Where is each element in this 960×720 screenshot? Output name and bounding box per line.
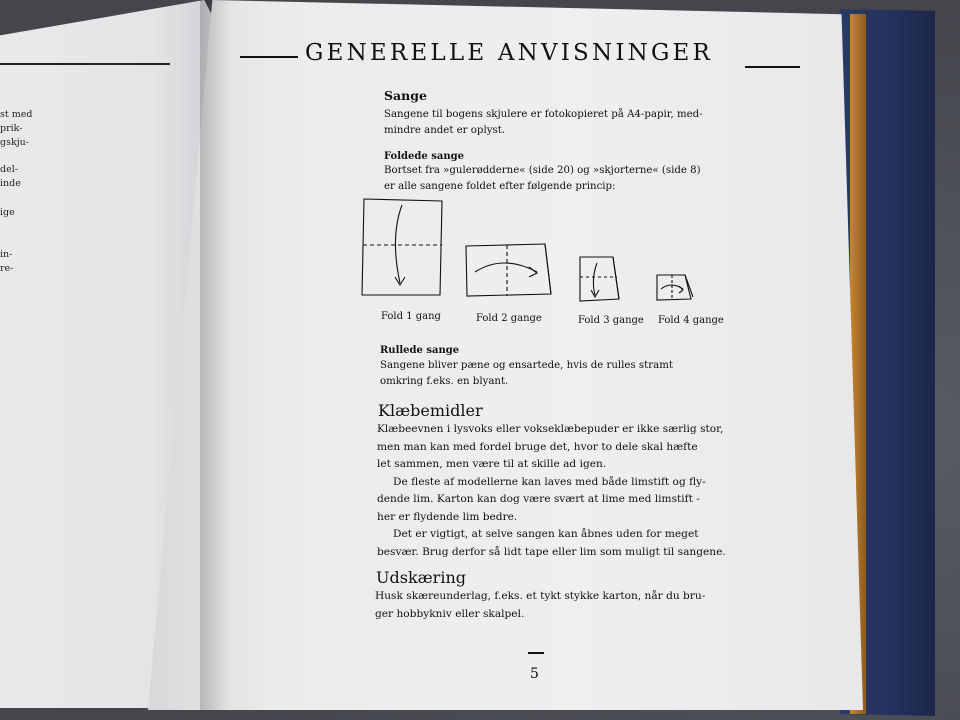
fold-3-diagram [577, 255, 625, 303]
text-line: men man kan med fordel bruge det, hvor to dele skal hæfte [377, 440, 698, 453]
text-line: let sammen, men være til at skille ad igen. [377, 458, 607, 470]
page-title: GENERELLE ANVISNINGER [305, 40, 714, 66]
paragraph-rullede [380, 358, 673, 390]
paragraph-foldede [384, 163, 701, 195]
fold-1-diagram [360, 197, 450, 299]
text-line: Sangene bliver pæne og ensartede, hvis de rulles stramt [380, 360, 673, 371]
text-line: Sangene til bogens skjulere er fotokopieret på A4-papir, med- [384, 109, 703, 120]
page-gutter-shadow [200, 0, 230, 710]
text-line: er alle sangene foldet efter følgende princip: [384, 181, 616, 192]
text-line: Klæbeevnen i lysvoks eller vokseklæbepuder er ikke særlig stor, [377, 423, 724, 435]
text-line: besvær. Brug derfor så lidt tape eller lim som muligt til sangene. [377, 545, 726, 558]
left-fragment: st med [0, 109, 33, 120]
left-fragment: inde [0, 178, 21, 189]
left-fragment: del- [0, 164, 18, 175]
fold-4-caption: Fold 4 gange [658, 315, 724, 326]
left-fragment: prik- [0, 123, 23, 134]
fold-2-caption: Fold 2 gange [476, 313, 542, 324]
left-fragment: re- [0, 263, 14, 274]
fold-4-diagram [655, 273, 699, 303]
text-line: her er flydende lim bedre. [377, 510, 518, 523]
text-line: De fleste af modellerne kan laves med både limstift og fly- [393, 475, 706, 488]
fold-3-caption: Fold 3 gange [578, 315, 644, 326]
paragraph-sange [384, 107, 703, 139]
heading-foldede-sange: Foldede sange [384, 151, 464, 162]
page-number: 5 [530, 666, 539, 682]
left-fragment: ige [0, 207, 15, 218]
text-line: mindre andet er oplyst. [384, 125, 506, 136]
title-rule-left [240, 56, 298, 58]
text-line: Bortset fra »gulerødderne« (side 20) og »skjorterne« (side 8) [384, 165, 701, 176]
title-rule-right [745, 66, 800, 68]
fold-1-caption: Fold 1 gang [381, 311, 441, 322]
paragraph-udskaering [375, 588, 705, 623]
heading-klaebemidler: Klæbemidler [378, 401, 483, 420]
text-line: ger hobbykniv eller skalpel. [375, 607, 525, 620]
heading-rullede-sange: Rullede sange [380, 345, 460, 356]
left-fragment: gskju- [0, 137, 29, 148]
page-number-rule [528, 652, 544, 654]
paragraph-klaebemidler [377, 421, 726, 561]
heading-sange: Sange [384, 88, 427, 103]
left-fragment: in- [0, 249, 13, 260]
text-line: omkring f.eks. en blyant. [380, 376, 509, 387]
text-line: Husk skæreunderlag, f.eks. et tykt stykke karton, når du bru- [375, 590, 706, 602]
text-line: Det er vigtigt, at selve sangen kan åbnes uden for meget [393, 528, 699, 540]
heading-udskaering: Udskæring [376, 568, 466, 587]
left-page-rule [0, 63, 170, 65]
text-line: dende lim. Karton kan dog være svært at lime med limstift - [377, 493, 700, 505]
fold-2-diagram [463, 242, 555, 300]
